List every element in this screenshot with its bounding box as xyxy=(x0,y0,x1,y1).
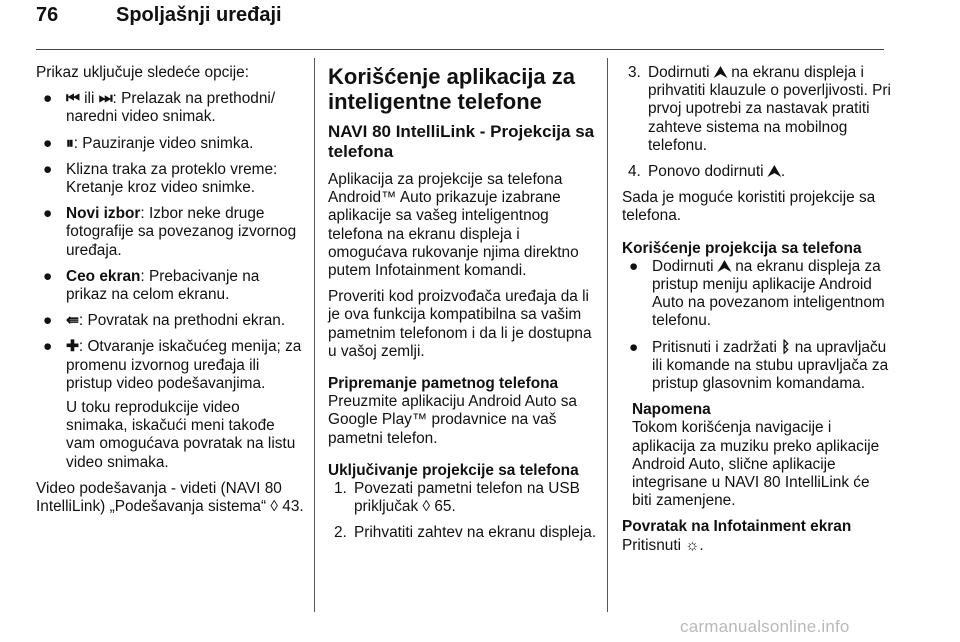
plus-icon: ✚ xyxy=(66,338,79,356)
list-item xyxy=(36,90,304,126)
bullet-icon: ● xyxy=(43,205,53,223)
note-box xyxy=(622,401,892,510)
step-item xyxy=(328,480,598,516)
video-settings-text: Video podešavanja - videti (NAVI 80 IntelliLink) „Podešavanja sistema“ xyxy=(36,479,282,516)
list-item-text: na ekranu displeja za pristup meniju aplikacije Android Auto na povezanom inteligentnom telefonu. xyxy=(652,257,885,330)
section-title: Spoljašnji uređaji xyxy=(116,4,282,26)
heading-use-projection: Korišćenje projekcija sa telefona xyxy=(622,239,862,257)
options-intro: Prikaz uključuje sledeće opcije: xyxy=(36,64,250,81)
list-item-text: Dodirnuti xyxy=(652,257,714,275)
step-item xyxy=(622,163,892,181)
list-item xyxy=(36,205,304,260)
reference-icon: ◊ xyxy=(270,498,278,516)
bullet-icon: ● xyxy=(43,90,53,108)
list-item xyxy=(36,312,304,330)
step-number: 2. xyxy=(334,524,347,542)
list-item-text: : Otvaranje iskačućeg menija; za promenu izvornog uređaja ili pristup video podešavanjima. xyxy=(66,338,302,392)
column-1 xyxy=(36,64,304,524)
bullet-icon: ● xyxy=(629,257,639,275)
list-item xyxy=(622,339,892,394)
step-number: 1. xyxy=(334,480,347,498)
home-icon: ☼ xyxy=(685,536,700,554)
page-header xyxy=(36,2,924,32)
reference-icon: ◊ xyxy=(422,498,431,516)
step-item xyxy=(622,64,892,155)
bullet-icon: ● xyxy=(43,338,53,356)
page-number: 76 xyxy=(36,4,59,26)
list-item xyxy=(36,135,304,153)
voice-command-icon: ᛒ xyxy=(781,338,791,356)
page-reference: 65. xyxy=(434,498,456,516)
step-number: 3. xyxy=(628,64,641,81)
heading-enable-projection: Uključivanje projekcije sa telefona xyxy=(328,461,579,479)
step-text: Prihvatiti zahtev na ekranu displeja. xyxy=(354,524,597,542)
arrow-up-icon: ⮝ xyxy=(713,64,727,81)
paragraph: Preuzmite aplikaciju Android Auto sa Google Play™ prodavnice na vaš pametni telefon. xyxy=(328,393,577,447)
video-settings-ref xyxy=(36,480,304,516)
list-item xyxy=(622,258,892,331)
column-divider-1 xyxy=(314,58,315,612)
step-text: Ponovo dodirnuti xyxy=(648,163,764,181)
arrow-up-icon: ⮝ xyxy=(717,257,731,275)
step-text: Dodirnuti xyxy=(648,64,710,81)
arrow-up-icon: ⮝ xyxy=(767,163,781,181)
return-instruction xyxy=(622,537,892,555)
heading-return-infotainment: Povratak na Infotainment ekran xyxy=(622,518,852,536)
heading-prepare-phone: Pripremanje pametnog telefona xyxy=(328,375,559,393)
list-item-text: : Pauziranje video snimka. xyxy=(73,134,254,152)
list-item-text: : Izbor neke druge fotografije sa povezanog izvornog uređaja. xyxy=(66,205,297,259)
step-number: 4. xyxy=(628,163,641,181)
or-text: ili xyxy=(84,90,95,108)
return-text: Pritisnuti xyxy=(622,536,682,554)
pause-icon: ⏸ xyxy=(66,134,74,152)
bullet-icon: ● xyxy=(43,134,53,152)
step-text: . xyxy=(780,163,786,181)
list-item-text: : Prebacivanje na prikaz na celom ekranu. xyxy=(66,267,260,304)
bullet-icon: ● xyxy=(43,312,53,330)
step-text: Povezati pametni telefon na USB priključak xyxy=(354,480,580,516)
step-text: na ekranu displeja i prihvatiti klauzule o poverljivosti. Pri prvoj upotrebi za nastavak pratiti zahteve sistema na mobilnog telefonu. xyxy=(648,64,891,154)
bullet-icon: ● xyxy=(43,267,53,285)
page-reference: 43. xyxy=(282,498,304,516)
paragraph: Sada je moguće koristiti projekcije sa telefona. xyxy=(622,189,876,225)
bullet-icon: ● xyxy=(43,160,53,178)
step-item xyxy=(328,524,598,542)
previous-track-icon: ⏮ xyxy=(66,90,80,108)
bullet-icon: ● xyxy=(629,338,639,356)
next-track-icon: ⏭ xyxy=(98,90,113,108)
list-item xyxy=(36,161,304,197)
section-heading: Korišćenje aplikacija za inteligentne telefone xyxy=(328,64,576,114)
subsection-heading: NAVI 80 IntelliLink - Projekcija sa telefona xyxy=(328,122,595,161)
watermark-text: carmanualsonline.info xyxy=(680,617,850,636)
list-item-text: : Povratak na prethodni ekran. xyxy=(78,312,286,330)
list-item-term: Ceo ekran xyxy=(66,267,141,285)
paragraph: Aplikacija za projekcije sa telefona Android™ Auto prikazuje izabrane aplikacije sa vašeg inteligentnog telefona na ekranu displeja i omogućava rukovanje njima direktno putem Infotainment komandi. xyxy=(328,171,579,280)
return-text-end: . xyxy=(699,536,704,554)
list-item-text: Pritisnuti i zadržati xyxy=(652,338,777,356)
list-item-subtext: U toku reprodukcije video snimaka, iskačući meni takođe vam omogućava povratak na listu video snimaka. xyxy=(66,399,296,471)
list-item-text: : Prelazak na prethodni/ naredni video snimak. xyxy=(66,90,276,126)
note-title: Napomena xyxy=(632,401,711,419)
list-item-text: na upravljaču ili komande na stubu upravljača za pristup glasovnim komandama. xyxy=(652,338,889,393)
list-item xyxy=(36,268,304,304)
list-item-term: Novi izbor xyxy=(66,205,141,223)
list-item xyxy=(36,338,304,393)
note-text: Tokom korišćenja navigacije i aplikacija za muziku preko aplikacije Android Auto, slične aplikacije integrisane u NAVI 80 IntelliLink će biti zamenjene. xyxy=(632,419,880,510)
header-divider xyxy=(36,49,884,50)
column-3 xyxy=(622,64,892,563)
back-arrow-icon: ⇚ xyxy=(66,312,79,330)
paragraph: Proveriti kod proizvođača uređaja da li je ova funkcija kompatibilna sa vašim pametnim telefonom i da li je dostupna u vašoj zemlji. xyxy=(328,288,592,360)
column-divider-2 xyxy=(607,58,608,612)
column-2 xyxy=(328,64,598,551)
list-item-text: Klizna traka za proteklo vreme: Kretanje kroz video snimke. xyxy=(66,160,278,197)
